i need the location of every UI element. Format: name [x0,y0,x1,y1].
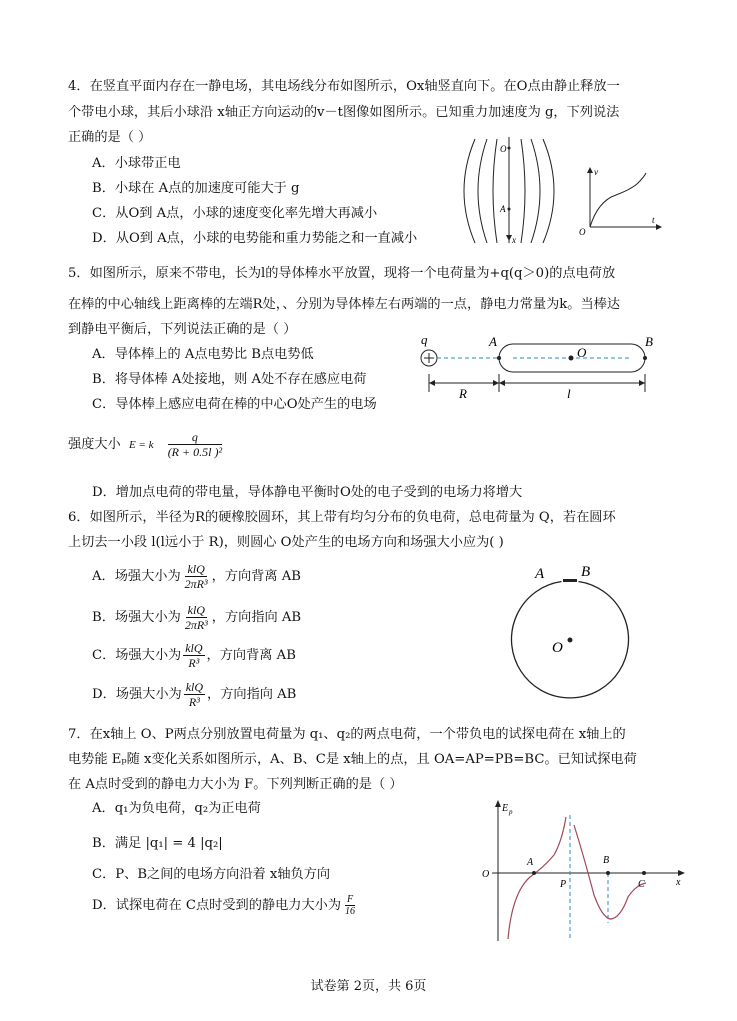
q5-stem-line1: 5．如图所示，原来不带电，长为l的导体棒水平放置，现将一个电荷量为+q(q＞0)的点电荷放 [68,266,616,281]
q7-d-fraction [343,894,357,917]
q4-graph-label-o: O [579,227,586,237]
q4-field-lines-figure [455,135,555,247]
q7-ep-x-graph [478,797,688,945]
q6-c-fraction [183,641,204,670]
q7-option-d [92,894,359,917]
q6-a-fraction [183,562,210,591]
q5-formula-lhs: E = k [128,439,154,451]
q7-graph-label-c: C [638,879,645,890]
q6-ring-figure [505,562,635,710]
q5-fig-label-l: l [567,386,571,401]
q4-graph-label-t: t [652,215,655,225]
q5-fig-label-r: R [459,386,467,401]
q7-option-c: C．P、B之间的电场方向沿着 x轴负方向 [92,867,331,882]
q6-a-den: 2πR³ [184,577,208,591]
q4-option-d: D．从O到 A点，小球的电势能和重力势能之和一直减小 [92,231,418,246]
q6-d-suffix: ，方向指向 AB [207,687,297,702]
q5-stem-line3: 到静电平衡后，下列说法正确的是（ ） [68,322,297,337]
q7-d-num: F [346,894,354,905]
q6-b-prefix: B．场强大小为 [92,610,181,625]
q5-fig-label-a: A [489,334,497,349]
q6-option-d [92,680,296,709]
q6-a-suffix: ，方向背离 AB [211,569,301,584]
q6-option-a [92,562,301,591]
q5-fig-label-o: O [577,345,587,360]
q6-b-num: klQ [187,603,205,617]
q4-option-c: C．从O到 A点，小球的速度变化率先增大再减小 [92,206,378,221]
q6-c-den: R³ [188,656,200,670]
q6-option-c [92,641,296,670]
q7-d-text: D．试探电荷在 C点时受到的静电力大小为 [92,898,342,913]
q6-fig-label-b: B [581,564,591,580]
q7-graph-label-x: x [676,877,681,888]
q6-d-fraction [184,680,205,709]
q6-b-suffix: ，方向指向 AB [211,610,302,625]
q4-stem-line2: 个带电小球，其后小球沿 x轴正方向运动的v－t图像如图所示。已知重力加速度为 g，下列说法 [68,105,620,120]
q4-stem-line1: 4．在竖直平面内存在一静电场，其电场线分布如图所示，Ox轴竖直向下。在O点由静止释放一 [68,79,620,94]
q5-c-text: 强度大小 [68,437,121,452]
q6-fig-label-a: A [535,566,545,582]
q6-c-num: klQ [185,641,203,655]
q7-graph-label-o: O [482,869,490,880]
q4-fig-label-a: A [500,204,506,214]
q4-option-a: A．小球带正电 [92,156,181,171]
q6-d-prefix: D．场强大小为 [92,687,182,702]
q6-d-den: R³ [188,695,200,709]
q6-c-prefix: C．场强大小为 [92,648,182,663]
q6-stem-line2: 上切去一小段 l(l远小于 R)，则圆心 O处产生的电场方向和场强大小应为( ) [68,535,504,550]
q4-fig-label-o: O [500,144,507,154]
q4-fig-label-x: x [512,235,516,245]
q5-option-d: D．增加点电荷的带电量，导体静电平衡时O处的电子受到的电场力将增大 [92,485,523,500]
q4-graph-label-v: v [594,167,598,177]
q7-option-a: A．q₁为负电荷，q₂为正电荷 [92,801,261,816]
q6-c-suffix: ，方向背离 AB [206,648,296,663]
q7-graph-label-b: B [603,855,610,866]
q5-formula-fraction [166,430,224,459]
q6-b-fraction [183,603,210,632]
q6-d-num: klQ [185,680,204,694]
q7-graph-label-a: A [527,857,534,868]
q4-option-b: B．小球在 A点的加速度可能大于 g [92,181,300,196]
q5-stem-line2: 在棒的中心轴线上距离棒的左端R处，、分别为导体棒左右两端的一点，静电力常量为k。当棒达 [68,297,621,312]
q6-a-num: klQ [187,562,205,576]
q6-fig-label-o: O [552,640,563,656]
q7-stem-line1: 7．在x轴上 O、P两点分别放置电荷量为 q₁、q₂的两点电荷，一个带负电的试探电荷在 x轴上的 [68,727,626,742]
q7-stem-line2: 电势能 Eₚ随 x变化关系如图所示，A、B、C是 x轴上的点，且 OA=AP=PB=BC。已知试探电荷 [68,752,637,767]
q5-fig-label-b: B [645,334,653,349]
q7-d-den: 16 [345,906,356,917]
q6-stem-line1: 6．如图所示，半径为R的硬橡胶圆环，其上带有均匀分布的负电荷，总电荷量为 Q，若在圆环 [68,510,616,525]
q6-a-prefix: A．场强大小为 [92,569,181,584]
q5-fig-label-q: q [421,332,428,347]
q4-vt-graph [572,165,662,237]
q4-stem-line3: 正确的是（ ） [68,130,152,145]
page-footer: 试卷第 2页，共 6页 [310,979,427,994]
q5-formula-denominator: (R + 0.5l )² [167,445,223,459]
q7-graph-label-p: P [560,879,567,890]
q7-graph-label-p-sub: p [509,808,513,816]
q6-option-b [92,603,301,632]
q6-b-den: 2πR³ [184,618,208,632]
q5-option-c: C．导体棒上感应电荷在棒的中心O处产生的电场 [92,397,377,412]
q7-graph-label-ep: E [502,803,509,814]
q5-formula-numerator: q [168,430,222,445]
q5-option-b: B．将导体棒 A处接地，则 A处不存在感应电荷 [92,372,367,387]
q7-stem-line3: 在 A点时受到的静电力大小为 F。下列判断正确的是（ ） [68,777,403,792]
q5-option-c-continued [68,430,226,459]
q5-rod-figure [415,330,655,402]
q7-option-b: B．满足 |q₁| = 4 |q₂| [92,836,223,851]
q5-option-a: A．导体棒上的 A点电势比 B点电势低 [92,347,314,362]
